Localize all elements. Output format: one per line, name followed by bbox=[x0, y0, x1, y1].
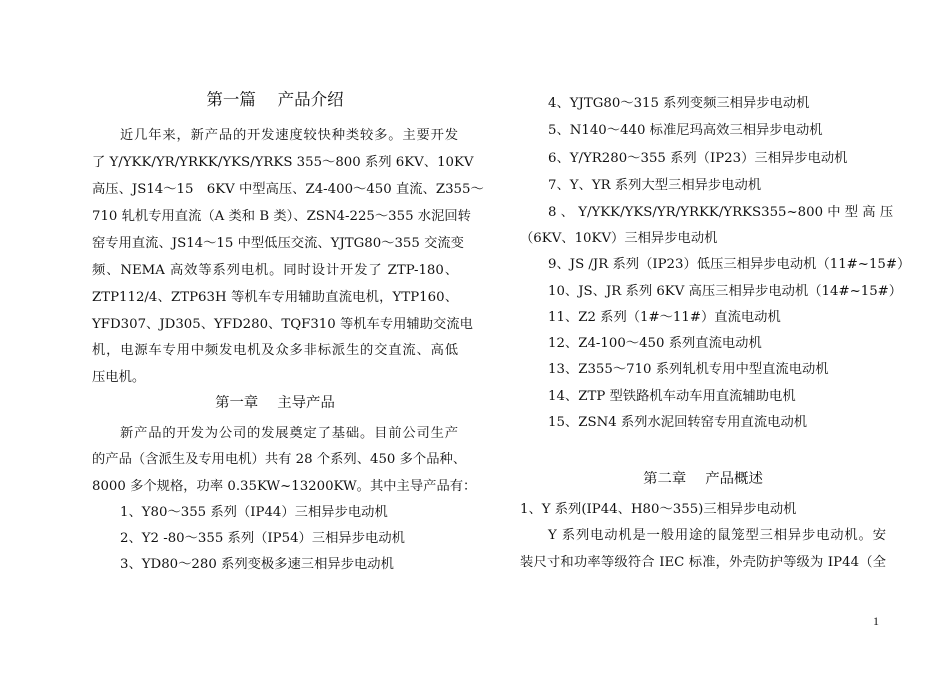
intro-line: 近几年来，新产品的开发速度较快种类较多。主要开发 bbox=[120, 128, 458, 143]
intro-line: 频、NEMA 高效等系列电机。同时设计开发了 ZTP-180、 bbox=[92, 263, 458, 278]
intro-line: 710 轧机专用直流（A 类和 B 类）、ZSN4-225～355 水泥回转 bbox=[92, 209, 471, 224]
list-item: 6、Y/YR280～355 系列（IP23）三相异步电动机 bbox=[548, 151, 848, 166]
list-item: 12、Z4-100～450 系列直流电动机 bbox=[548, 336, 762, 351]
chapter-title: 第一章 主导产品 bbox=[215, 395, 335, 411]
page-number: 1 bbox=[873, 614, 879, 628]
list-item: 7、Y、YR 系列大型三相异步电动机 bbox=[548, 178, 762, 193]
intro-line: 了 Y/YKK/YR/YRKK/YKS/YRKS 355～800 系列 6KV、10KV bbox=[92, 155, 474, 170]
intro-line: ZTP112/4、ZTP63H 等机车专用辅助直流电机，YTP160、 bbox=[92, 290, 458, 305]
body-line: 8000 多个规格，功率 0.35KW~13200KW。其中主导产品有： bbox=[92, 479, 477, 494]
list-item: 3、YD80～280 系列变极多速三相异步电动机 bbox=[120, 557, 394, 572]
intro-line: 压电机。 bbox=[92, 370, 146, 385]
part-title: 第一篇 产品介绍 bbox=[206, 90, 344, 109]
right-column bbox=[520, 0, 911, 673]
body-line: 的产品（含派生及专用电机）共有 28 个系列、450 多个品种、 bbox=[92, 452, 467, 467]
body-line: 装尺寸和功率等级符合 IEC 标准，外壳防护等级为 IP44（全 bbox=[520, 555, 886, 570]
left-column bbox=[92, 0, 484, 673]
list-item: 15、ZSN4 系列水泥回转窑专用直流电动机 bbox=[548, 415, 808, 430]
list-item: 4、YJTG80～315 系列变频三相异步电动机 bbox=[548, 96, 810, 111]
list-item: 10、JS、JR 系列 6KV 高压三相异步电动机（14#~15#） bbox=[548, 284, 903, 299]
intro-line: 机，电源车专用中频发电机及众多非标派生的交直流、高低 bbox=[92, 343, 458, 358]
list-item: 9、JS /JR 系列（IP23）低压三相异步电动机（11#~15#） bbox=[548, 257, 911, 272]
intro-line: 高压、JS14～15 6KV 中型高压、Z4-400～450 直流、Z355～ bbox=[92, 182, 484, 197]
intro-line: 窑专用直流、JS14～15 中型低压交流、YJTG80～355 交流变 bbox=[92, 236, 464, 251]
body-line: Y 系列电动机是一般用途的鼠笼型三相异步电动机。安 bbox=[548, 528, 886, 543]
list-item: 13、Z355～710 系列轧机专用中型直流电动机 bbox=[548, 362, 829, 377]
body-line: 新产品的开发为公司的发展奠定了基础。目前公司生产 bbox=[120, 426, 458, 441]
list-item: 5、N140～440 标准尼玛高效三相异步电动机 bbox=[548, 123, 823, 138]
list-item: 1、Y80～355 系列（IP44）三相异步电动机 bbox=[120, 505, 388, 520]
list-item: 11、Z2 系列（1#～11#）直流电动机 bbox=[548, 310, 781, 325]
list-item: 14、ZTP 型铁路机车动车用直流辅助电机 bbox=[548, 389, 796, 404]
chapter-title: 第二章 产品概述 bbox=[643, 471, 763, 487]
list-item: （6KV、10KV）三相异步电动机 bbox=[520, 231, 718, 246]
list-item: 8 、 Y/YKK/YKS/YR/YRKK/YRKS355~800 中 型 高 压 bbox=[548, 205, 894, 220]
intro-line: YFD307、JD305、YFD280、TQF310 等机车专用辅助交流电 bbox=[92, 317, 473, 332]
section-heading: 1、Y 系列(IP44、H80～355)三相异步电动机 bbox=[520, 502, 797, 517]
list-item: 2、Y2 -80～355 系列（IP54）三相异步电动机 bbox=[120, 531, 405, 546]
